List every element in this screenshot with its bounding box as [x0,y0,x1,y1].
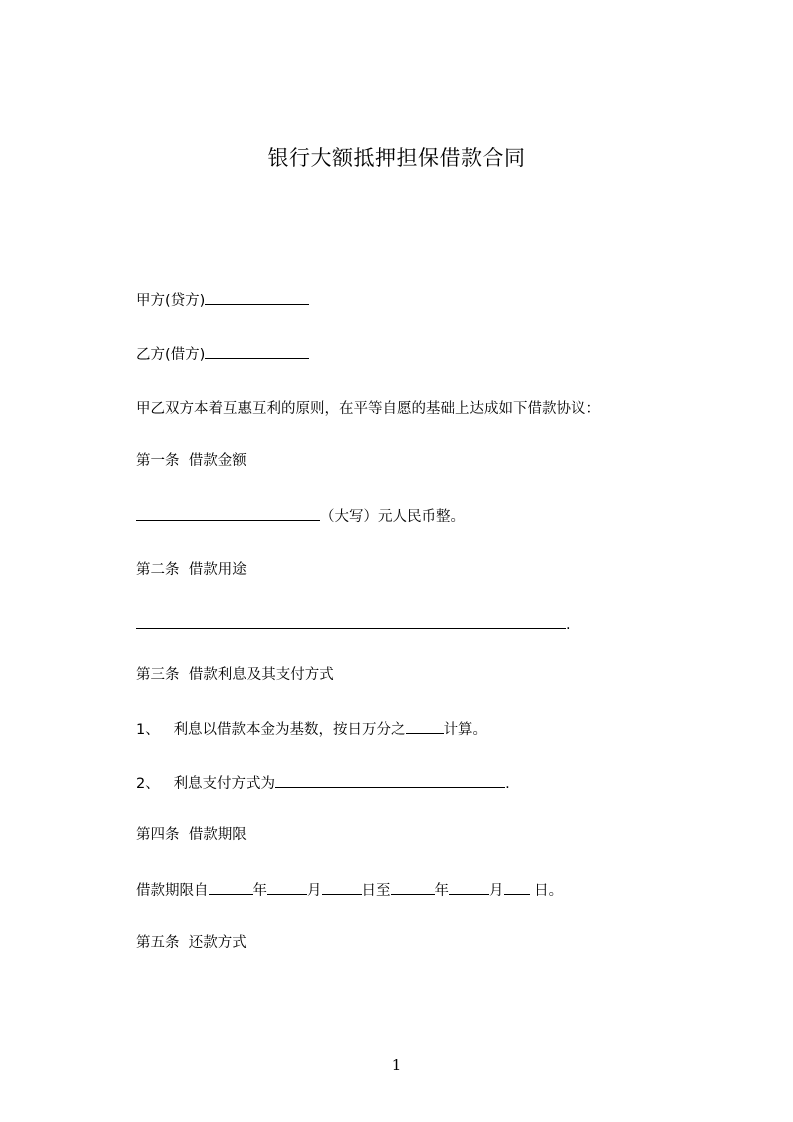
term-text-day-to: 日至 [361,883,391,899]
amount-text: （大写）元人民币整。 [320,509,465,525]
party-b-blank [205,344,309,359]
party-a-line [136,290,309,311]
item2-text-pre: 利息支付方式为 [173,776,276,792]
party-a-label: 甲方(贷方) [136,293,206,309]
purpose-suffix: . [566,617,571,633]
term-text-end-year: 年 [434,883,449,899]
start-day-blank [322,880,362,895]
term-text-end-month: 月 [489,883,504,899]
interest-rate-blank [406,719,444,734]
end-year-blank [391,880,435,895]
article5-heading: 第五条 还款方式 [136,935,247,951]
article4-heading: 第四条 借款期限 [136,827,247,843]
start-month-blank [267,880,307,895]
document-title: 银行大额抵押担保借款合同 [267,146,526,170]
party-a-blank [205,290,309,305]
item1-text-pre: 利息以借款本金为基数，按日万分之 [173,722,406,738]
term-text-start: 借款期限自 [136,883,209,899]
article2-purpose-line [136,614,571,635]
party-b-label: 乙方(借方) [136,347,206,363]
article3-heading: 第三条 借款利息及其支付方式 [136,667,334,683]
purpose-blank [136,614,566,629]
party-b-line [136,344,309,365]
item2-number: 2、 [136,776,160,792]
article1-amount-line [136,506,465,527]
term-text-month: 月 [307,883,322,899]
end-month-blank [449,880,489,895]
article4-term-line [136,880,563,901]
term-text-end-day: 日。 [529,883,564,899]
article3-item1 [136,719,487,740]
article2-heading: 第二条 借款用途 [136,562,247,578]
article1-heading: 第一条 借款金额 [136,453,247,469]
end-day-blank [504,880,530,895]
item2-text-post: . [505,776,510,792]
page-number: 1 [391,1056,402,1074]
item1-text-post: 计算。 [443,722,488,738]
term-text-year: 年 [252,883,267,899]
item1-number: 1、 [136,722,160,738]
amount-blank [136,506,320,521]
article3-item2 [136,773,510,794]
intro-paragraph: 甲乙双方本着互惠互利的原则，在平等自愿的基础上达成如下借款协议： [136,401,600,417]
payment-method-blank [275,773,505,788]
start-year-blank [209,880,253,895]
